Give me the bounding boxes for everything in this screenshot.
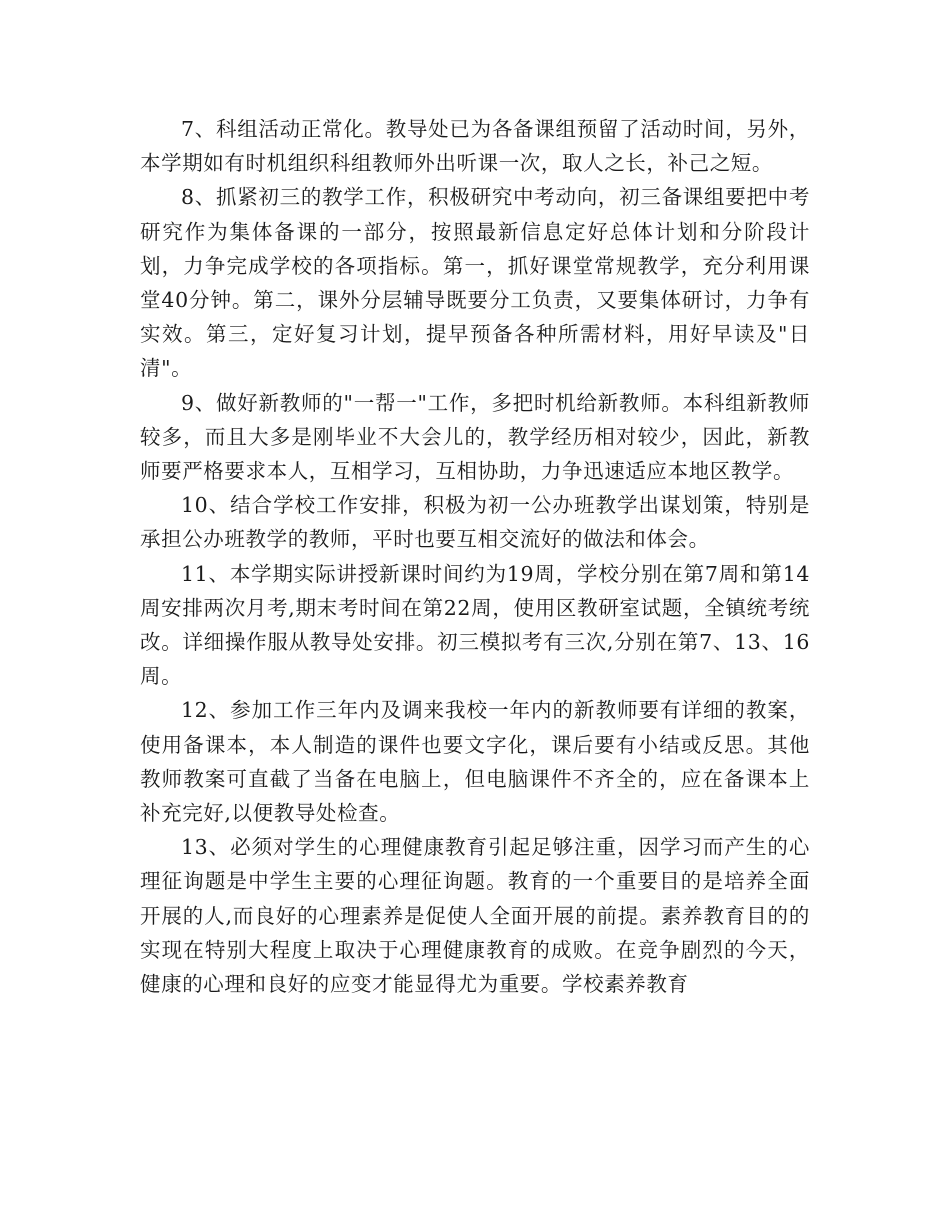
paragraph-8: 8、抓紧初三的教学工作，积极研究中考动向，初三备课组要把中考研究作为集体备课的一部分，按照最新信息定好总体计划和分阶段计划，力争完成学校的各项指标。第一，抓好课堂常规教学，充分利用课堂40分钟。第二，课外分层辅导既要分工负责，又要集体研讨，力争有实效。第三，定好复习计划，提早预备各种所需材料，用好早读及"日清"。 xyxy=(140,185,810,381)
paragraph-9: 9、做好新教师的"一帮一"工作，多把时机给新教师。本科组新教师较多，而且大多是刚毕业不大会儿的，教学经历相对较少，因此，新教师要严格要求本人，互相学习，互相协助，力争迅速适应本地区教学。 xyxy=(140,390,810,484)
paragraph-11: 11、本学期实际讲授新课时间约为19周，学校分别在第7周和第14周安排两次月考,期末考时间在第22周，使用区教研室试题，全镇统考统改。详细操作服从教导处安排。初三模拟考有三次,分别在第7、13、16周。 xyxy=(140,561,810,689)
paragraph-12: 12、参加工作三年内及调来我校一年内的新教师要有详细的教案，使用备课本，本人制造的课件也要文字化，课后要有小结或反思。其他教师教案可直截了当备在电脑上，但电脑课件不齐全的，应在备课本上补充完好,以便教导处检查。 xyxy=(140,698,810,826)
paragraph-7: 7、科组活动正常化。教导处已为各备课组预留了活动时间，另外，本学期如有时机组织科组教师外出听课一次，取人之长，补己之短。 xyxy=(140,117,810,176)
paragraph-10: 10、结合学校工作安排，积极为初一公办班教学出谋划策，特别是承担公办班教学的教师，平时也要互相交流好的做法和体会。 xyxy=(140,493,810,552)
paragraph-13: 13、必须对学生的心理健康教育引起足够注重，因学习而产生的心理征询题是中学生主要的心理征询题。教育的一个重要目的是培养全面开展的人,而良好的心理素养是促使人全面开展的前提。素养教育目的的实现在特别大程度上取决于心理健康教育的成败。在竞争剧烈的今天，健康的心理和良好的应变才能显得尤为重要。学校素养教育 xyxy=(140,835,810,997)
document-body xyxy=(140,112,810,1001)
